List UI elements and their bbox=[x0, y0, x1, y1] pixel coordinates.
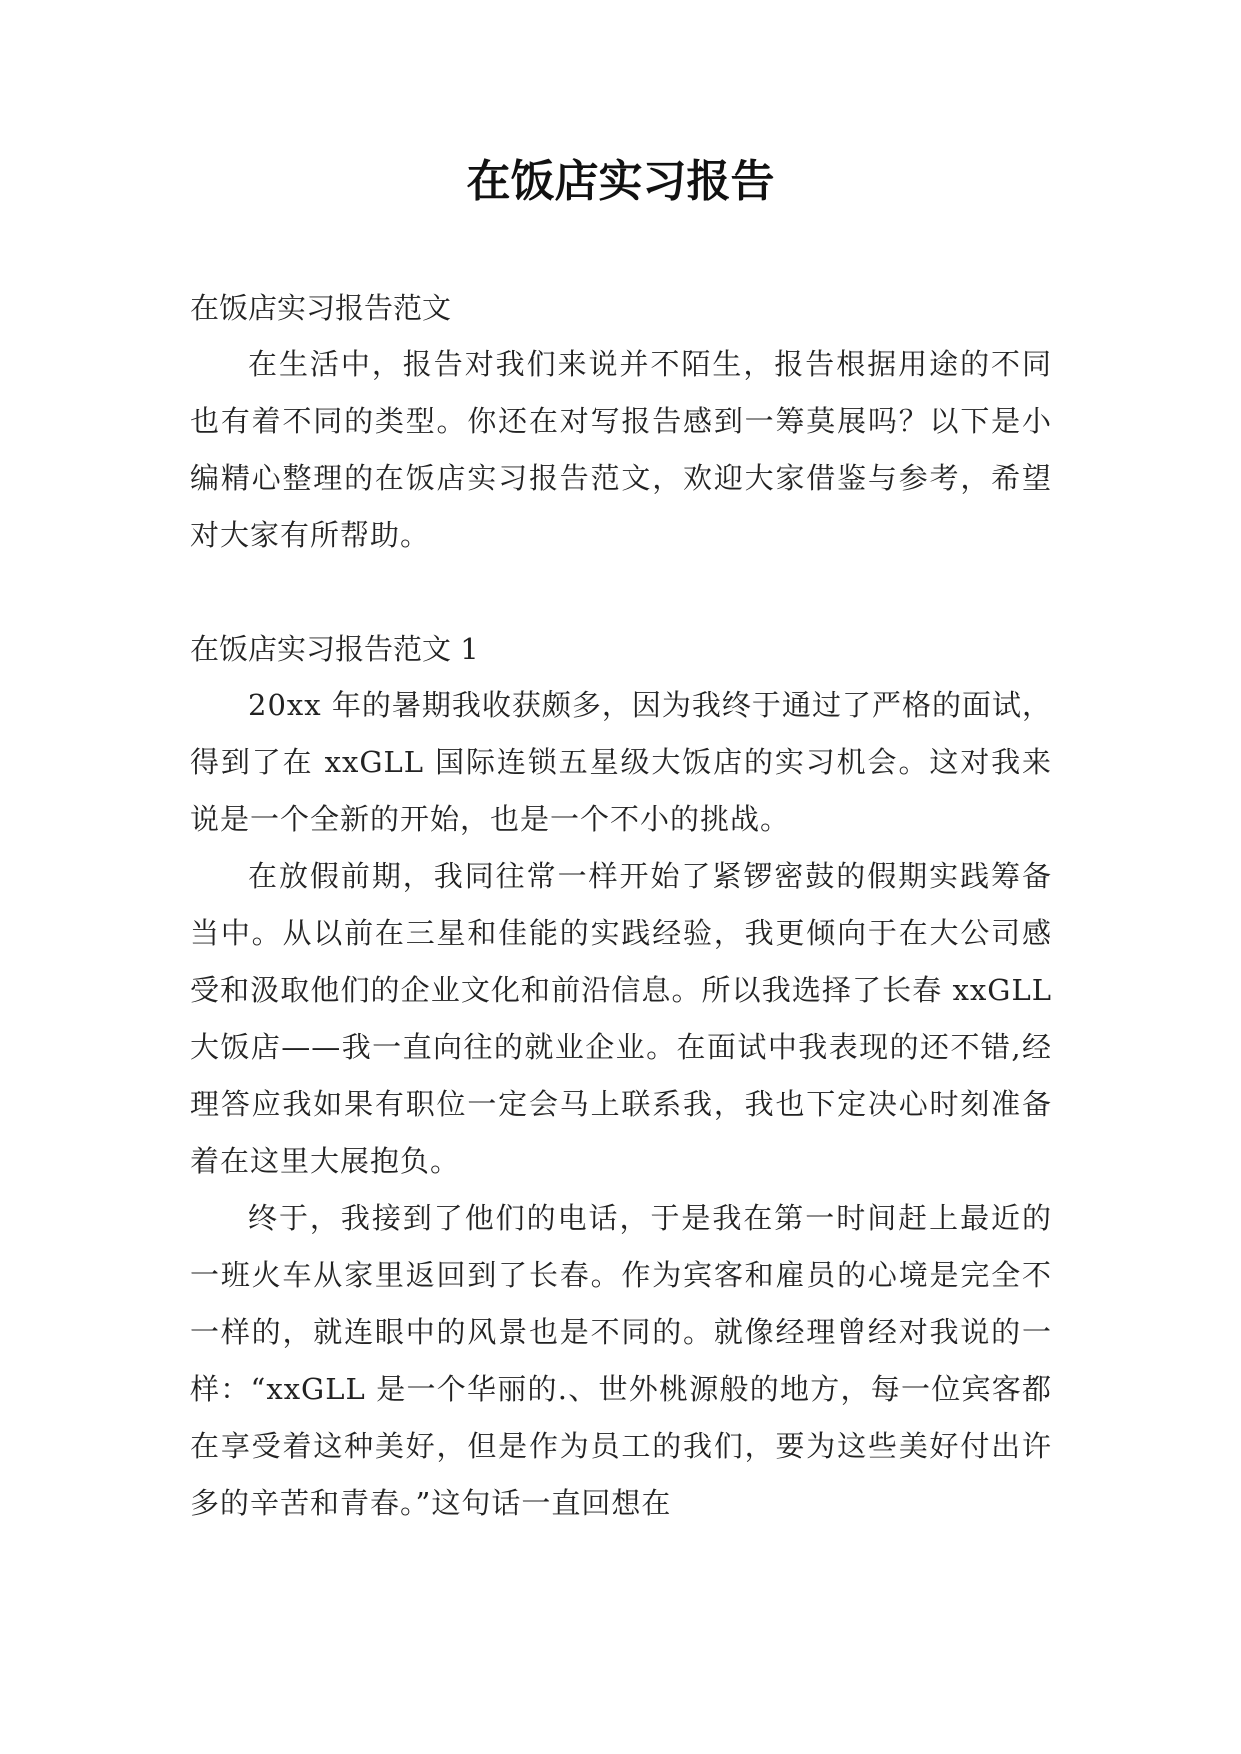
section-1-paragraph: 终于，我接到了他们的电话，于是我在第一时间赶上最近的一班火车从家里返回到了长春。作为宾客和雇员的心境是完全不一样的，就连眼中的风景也是不同的。就像经理曾经对我说的一样：“xxGLL 是一个华丽的.、世外桃源般的地方，每一位宾客都在享受着这种美好，但是作为员工的我们，要为这些美好付出许多的辛苦和青春。”这句话一直回想在 bbox=[190, 1201, 1052, 1520]
section-1-paragraph: 在放假前期，我同往常一样开始了紧锣密鼓的假期实践筹备当中。从以前在三星和佳能的实践经验，我更倾向于在大公司感受和汲取他们的企业文化和前沿信息。所以我选择了长春 xxGLL 大饭店——我一直向往的就业企业。在面试中我表现的还不错,经理答应我如果有职位一定会马上联系我，我也下定决心时刻准备着在这里大展抱负。 bbox=[190, 859, 1052, 1178]
section-1-paragraph: 20xx 年的暑期我收获颇多，因为我终于通过了严格的面试，得到了在 xxGLL 国际连锁五星级大饭店的实习机会。这对我来说是一个全新的开始，也是一个不小的挑战。 bbox=[190, 688, 1052, 836]
intro-paragraph: 在生活中，报告对我们来说并不陌生，报告根据用途的不同也有着不同的类型。你还在对写报告感到一筹莫展吗？以下是小编精心整理的在饭店实习报告范文，欢迎大家借鉴与参考，希望对大家有所帮助。 bbox=[190, 347, 1052, 552]
section-gap bbox=[190, 564, 1052, 621]
section-1-heading: 在饭店实习报告范文 1 bbox=[190, 632, 479, 666]
intro-heading: 在饭店实习报告范文 bbox=[190, 291, 452, 325]
document-body bbox=[190, 280, 1052, 1532]
intro-section bbox=[190, 280, 1052, 564]
document-title: 在饭店实习报告 bbox=[466, 156, 775, 207]
section-1 bbox=[190, 621, 1052, 1532]
